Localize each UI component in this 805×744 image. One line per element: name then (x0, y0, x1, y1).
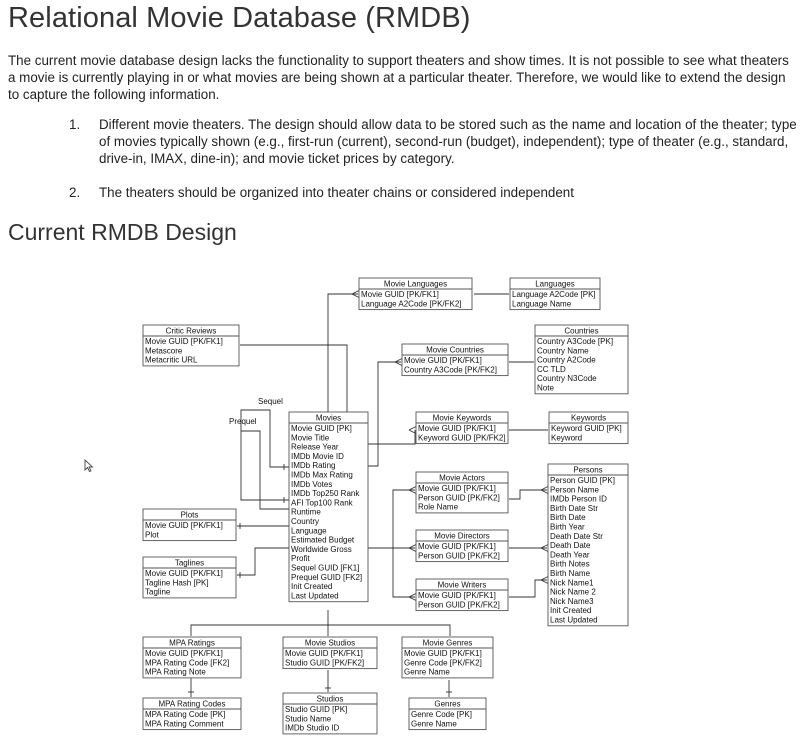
entity-box (283, 693, 377, 734)
entity-field: Birth Year (550, 522, 585, 532)
entity-box (535, 325, 628, 394)
entity-box (143, 698, 241, 730)
entity-box (402, 637, 493, 678)
entity-field: CC TLD (537, 364, 566, 374)
entity-box (359, 278, 472, 310)
entity-field: Role Name (418, 502, 459, 512)
entity-field: Profit (291, 554, 310, 564)
entity-box (416, 530, 508, 562)
entity-field: IMDb Person ID (550, 494, 607, 504)
entity-name: Studios (316, 694, 344, 704)
entity-name: Movie Actors (439, 473, 485, 483)
entity-box (416, 412, 508, 444)
requirement-text: Different movie theaters. The design should allow data to be stored such as the name and location of the theater; type of movies typically shown (e.g., first-run (current), second-run (budget), independent); type of theater (e.g., standard, drive-in, IMAX, dine-in); and movie ticket prices by category. (99, 117, 797, 166)
entity-name: Movie Keywords (432, 413, 492, 423)
entity-field: Last Updated (291, 591, 339, 601)
entity-field: Genre Code [PK/FK2] (404, 658, 482, 668)
intro-paragraph: The current movie database design lacks the functionality to support theaters and show times. It is not possible to see what theaters a movie is currently playing in or what movies are being shown at a particular theater. Therefore, we would like to extend the design to capture the following information. (8, 53, 789, 102)
relationship-line (368, 362, 401, 466)
entity-name: Critic Reviews (165, 326, 217, 336)
entity-field: Country Name (537, 346, 589, 356)
requirement-number: 1. (69, 117, 81, 132)
entity-field: MPA Rating Code [PK] (145, 710, 226, 719)
entity-field: Sequel GUID [FK1] (291, 563, 360, 573)
entity-field: Country N3Code (537, 374, 597, 384)
entity-field: Prequel GUID [FK2] (291, 572, 363, 582)
entity-field: Genre Name (404, 667, 450, 677)
entity-field: IMDb Max Rating (291, 470, 353, 480)
entity-field: Birth Name (550, 569, 591, 578)
entity-field: Movie GUID [PK/FK1] (145, 569, 223, 578)
entity-field: Studio Name (285, 714, 332, 724)
prequel-label: Prequel (229, 417, 257, 426)
entity-field: Genre Name (411, 719, 457, 729)
entity-field: Death Date Str (550, 531, 603, 541)
relationship-line (368, 490, 415, 548)
entity-box (548, 464, 628, 626)
entity-field: Movie Title (291, 433, 330, 443)
entity-field: Keyword GUID [PK] (551, 424, 622, 433)
entity-field: Person GUID [PK/FK2] (418, 600, 500, 610)
relationship-line (328, 294, 358, 412)
entity-box (510, 278, 600, 310)
entity-field: Keyword (551, 433, 583, 443)
entity-field: Movie GUID [PK/FK1] (418, 591, 496, 600)
entity-field: Tagline Hash [PK] (145, 578, 209, 588)
entity-field: Language (291, 526, 327, 536)
entity-name: Keywords (570, 413, 607, 423)
entity-field: Movie GUID [PK/FK1] (145, 337, 223, 346)
entity-field: Init Created (291, 582, 333, 592)
entity-field: IMDb Movie ID (291, 451, 344, 461)
entity-field: Movie GUID [PK] (291, 424, 352, 433)
entity-field: Studio GUID [PK/FK2] (285, 658, 365, 668)
entity-field: AFI Top100 Rank (291, 498, 353, 508)
entity-field: Estimated Budget (291, 535, 355, 545)
entity-box (143, 509, 236, 541)
entity-field: Metacritic URL (145, 355, 198, 365)
requirement-text: The theaters should be organized into theater chains or considered independent (99, 185, 574, 200)
mouse-cursor-icon (84, 459, 94, 473)
entity-field: MPA Rating Code [FK2] (145, 658, 230, 668)
sequel-label: Sequel (258, 397, 283, 406)
relationship-line (509, 580, 547, 597)
entity-field: Person GUID [PK] (550, 476, 615, 485)
entity-field: Birth Date Str (550, 503, 599, 513)
entity-box (289, 412, 368, 602)
entity-field: Movie GUID [PK/FK1] (418, 542, 496, 551)
entity-name: MPA Rating Codes (158, 699, 226, 709)
entity-name: Genres (434, 699, 461, 709)
entity-box (283, 637, 377, 669)
entity-field: MPA Rating Note (145, 667, 206, 677)
entity-field: Note (537, 383, 554, 393)
entity-field: Country A2Code (537, 355, 596, 365)
entity-field: Movie GUID [PK/FK1] (145, 649, 223, 658)
entity-field: Last Updated (550, 615, 598, 625)
entity-field: Country (291, 517, 320, 526)
entity-field: Birth Notes (550, 559, 590, 569)
entity-box (549, 412, 628, 444)
page-title: Relational Movie Database (RMDB) (8, 2, 471, 34)
entity-field: Movie GUID [PK/FK1] (361, 290, 439, 299)
entity-name: Movie Languages (383, 279, 448, 289)
entity-field: Movie GUID [PK/FK1] (404, 356, 482, 365)
relationship-line (237, 548, 289, 575)
requirement-number: 2. (69, 185, 81, 200)
entity-field: Genre Code [PK] (411, 710, 472, 719)
section-title: Current RMDB Design (8, 219, 237, 245)
entity-field: Metascore (145, 346, 183, 356)
entity-field: Runtime (291, 507, 321, 517)
entity-field: IMDb Rating (291, 461, 336, 471)
entity-box (416, 579, 508, 611)
entity-field: Nick Name1 (550, 578, 594, 588)
entity-field: IMDb Votes (291, 479, 333, 489)
relationship-line (509, 490, 547, 499)
entity-name: MPA Ratings (169, 638, 215, 648)
entity-field: Country A3Code [PK] (537, 337, 614, 346)
entity-field: Birth Date (550, 513, 586, 523)
entity-name: Movie Genres (422, 638, 473, 648)
entity-field: Death Year (550, 550, 590, 560)
entity-box (402, 344, 508, 376)
entity-name: Movie Countries (426, 345, 484, 355)
entity-field: Person GUID [PK/FK2] (418, 551, 500, 561)
relationship-line (328, 625, 450, 636)
entity-field: Plot (145, 530, 159, 540)
entity-field: Studio GUID [PK] (285, 705, 348, 714)
entity-field: MPA Rating Comment (145, 719, 224, 729)
entity-field: Movie GUID [PK/FK1] (404, 649, 482, 658)
entity-field: Language A2Code [PK/FK2] (361, 299, 462, 309)
entity-name: Taglines (174, 558, 205, 568)
entity-field: Tagline (145, 587, 171, 597)
entity-field: Death Date (550, 541, 591, 551)
entity-box (143, 557, 236, 598)
relationship-line (241, 431, 289, 509)
entity-field: Movie GUID [PK/FK1] (418, 424, 496, 433)
entity-field: Keyword GUID [PK/FK2] (418, 433, 506, 443)
entity-field: Language Name (512, 299, 572, 309)
entity-field: Release Year (291, 442, 339, 452)
entity-field: Nick Name 2 (550, 587, 596, 597)
entity-field: Worldwide Gross (291, 544, 352, 554)
entity-box (416, 472, 508, 513)
entity-name: Movie Studios (304, 638, 356, 648)
entity-field: IMDb Top250 Rank (291, 489, 360, 499)
entity-field: Init Created (550, 606, 592, 616)
relationship-line (368, 430, 415, 444)
relationship-line (240, 345, 347, 412)
entity-box (143, 637, 241, 678)
entity-field: Nick Name3 (550, 596, 594, 606)
entity-field: Country A3Code [PK/FK2] (404, 365, 497, 375)
entity-field: IMDb Studio ID (285, 723, 340, 733)
entity-field: Movie GUID [PK/FK1] (145, 521, 223, 530)
entity-field: Person Name (550, 485, 599, 495)
entity-box (409, 698, 486, 730)
entity-name: Movie Directors (434, 531, 490, 541)
relationship-line (393, 548, 415, 597)
entity-field: Person GUID [PK/FK2] (418, 493, 500, 503)
entity-field: Language A2Code [PK] (512, 290, 596, 299)
entity-name: Countries (564, 326, 599, 336)
entity-field: Movie GUID [PK/FK1] (418, 484, 496, 493)
entity-name: Movie Writers (437, 580, 487, 590)
entity-name: Languages (535, 279, 575, 289)
entity-name: Persons (573, 465, 603, 475)
entity-name: Plots (180, 510, 199, 520)
relationship-line (191, 610, 328, 636)
entity-box (143, 325, 239, 366)
entity-field: Movie GUID [PK/FK1] (285, 649, 363, 658)
entity-name: Movies (315, 413, 342, 423)
